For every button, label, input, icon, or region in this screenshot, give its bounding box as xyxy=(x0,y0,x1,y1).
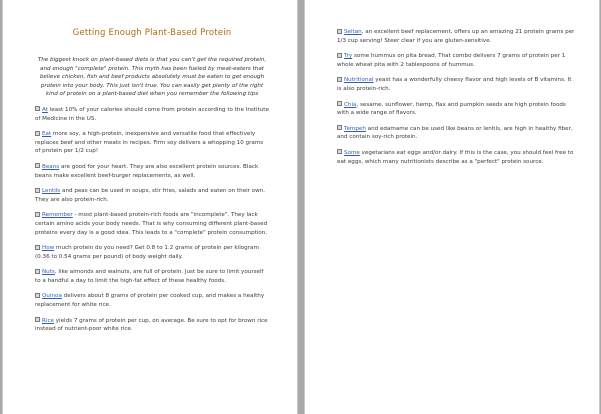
bullet-checkbox-icon xyxy=(35,293,40,298)
tip-keyword: Nuts xyxy=(42,269,55,276)
tip-paragraph xyxy=(337,101,577,118)
tip-paragraph xyxy=(35,244,269,261)
tip-keyword: Beans xyxy=(42,163,60,170)
tip-text: much protein do you need? Get 0.8 to 1.2 grams of protein per kilogram (0.36 to 0.54 grams per pound) of body weight daily. xyxy=(35,245,259,260)
bullet-checkbox-icon xyxy=(35,106,40,111)
tip-keyword: Eat xyxy=(42,131,52,138)
tip-text: are good for your heart. They are also excellent protein sources. Black beans make excellent beef-burger replacements, as well. xyxy=(35,163,259,179)
tip-text: and edamame can be used like beans or lentils, are high in healthy fiber, and contain soy-rich protein. xyxy=(337,125,573,141)
tip-keyword: Remember xyxy=(42,212,73,219)
tip-paragraph xyxy=(35,187,269,204)
bullet-checkbox-icon xyxy=(35,188,40,193)
bullet-checkbox-icon xyxy=(35,131,40,136)
tip-keyword: Nutritional xyxy=(344,77,374,84)
tip-paragraph xyxy=(35,130,269,156)
tip-paragraph xyxy=(337,125,577,142)
tip-keyword: Chia xyxy=(344,101,357,108)
tip-keyword: How xyxy=(42,245,55,252)
tip-text: , sesame, sunflower, hemp, flax and pumpkin seeds are high protein foods with a wide range of flavors. xyxy=(337,101,566,117)
intro-paragraph: The biggest knock on plant-based diets is that you can't get the required protein, and enough "complete" protein. This myth has been fueled by meat-eaters that believe chicken, fish and beef products absolutely must be eaten to get enough protein into your body. This just isn't true. You can easily get plenty of the right kind of protein on a plant-based diet when you remember the following tips xyxy=(37,57,267,98)
tip-text: vegetarians eat eggs and/or dairy. If this is the case, you should feel free to eat eggs, which many nutritionists describe as a "perfect" protein source. xyxy=(337,149,574,165)
bullet-checkbox-icon xyxy=(337,29,342,34)
tips-list-left xyxy=(35,106,269,334)
tip-text: more soy, a high-protein, inexpensive and versatile food that effectively replaces beef and other meats in recipes. Firm soy delivers a whopping 10 grams of protein per 1/2 cup! xyxy=(35,131,264,155)
tip-keyword: Quinoa xyxy=(42,293,62,300)
tip-keyword: Rice xyxy=(42,317,54,324)
tip-keyword: Tempeh xyxy=(344,125,366,132)
bullet-checkbox-icon xyxy=(337,149,342,154)
tip-paragraph xyxy=(35,317,269,334)
tip-keyword: Lentils xyxy=(42,188,61,195)
tip-paragraph xyxy=(337,28,577,45)
tip-text: yields 7 grams of protein per cup, on average. Be sure to opt for brown rice instead of nutrient-poor white rice. xyxy=(35,317,268,333)
bullet-checkbox-icon xyxy=(35,212,40,217)
tip-text: delivers about 8 grams of protein per cooked cup, and makes a healthy replacement for white rice. xyxy=(35,293,265,309)
bullet-checkbox-icon xyxy=(337,101,342,106)
bullet-checkbox-icon xyxy=(35,163,40,168)
tip-keyword: Seitan xyxy=(344,29,362,35)
bullet-checkbox-icon xyxy=(337,53,342,58)
bullet-checkbox-icon xyxy=(35,317,40,322)
tip-keyword: Try xyxy=(344,53,353,60)
tip-paragraph xyxy=(337,76,577,93)
tip-paragraph xyxy=(35,211,269,237)
bullet-checkbox-icon xyxy=(35,245,40,250)
tip-text: , an excellent beef replacement, offers up an amazing 21 protein grams per 1/3 cup serving! Steer clear if you are gluten-sensitive. xyxy=(337,29,575,44)
tip-text: - most plant-based protein-rich foods are "incomplete". They lack certain amino acids your body needs. That is why consuming different plant-based proteins every day is a good idea. This leads to a "complete" protein consumption. xyxy=(35,212,268,236)
tip-text: yeast has a wonderfully cheesy flavor and high levels of B vitamins. It is also protein-rich. xyxy=(337,77,572,92)
tip-paragraph xyxy=(35,163,269,180)
tip-keyword: At xyxy=(42,106,48,113)
tip-paragraph xyxy=(35,292,269,309)
tip-text: least 10% of your calories should come from protein according to the Institute of Medicine in the US. xyxy=(35,106,269,122)
tips-list-right xyxy=(337,28,577,166)
tip-paragraph xyxy=(337,149,577,166)
bullet-checkbox-icon xyxy=(337,125,342,130)
tip-text: and peas can be used in soups, stir fries, salads and eaten on their own. They are also protein-rich. xyxy=(35,188,266,203)
tip-paragraph xyxy=(337,52,577,69)
tip-text: , like almonds and walnuts, are full of protein. Just be sure to limit yourself to a handful a day to limit the high-fat effect of these healthy foods. xyxy=(35,269,264,284)
tip-keyword: Some xyxy=(344,149,360,156)
tip-paragraph xyxy=(35,106,269,123)
document-page-right xyxy=(304,0,600,414)
page-title: Getting Enough Plant-Based Protein xyxy=(72,28,232,38)
tip-paragraph xyxy=(35,268,269,285)
document-page-left xyxy=(2,0,298,414)
tip-text: some hummus on pita bread. That combo delivers 7 grams of protein per 1 whole wheat pita with 2 tablespoons of hummus. xyxy=(337,53,566,68)
bullet-checkbox-icon xyxy=(337,77,342,82)
bullet-checkbox-icon xyxy=(35,269,40,274)
